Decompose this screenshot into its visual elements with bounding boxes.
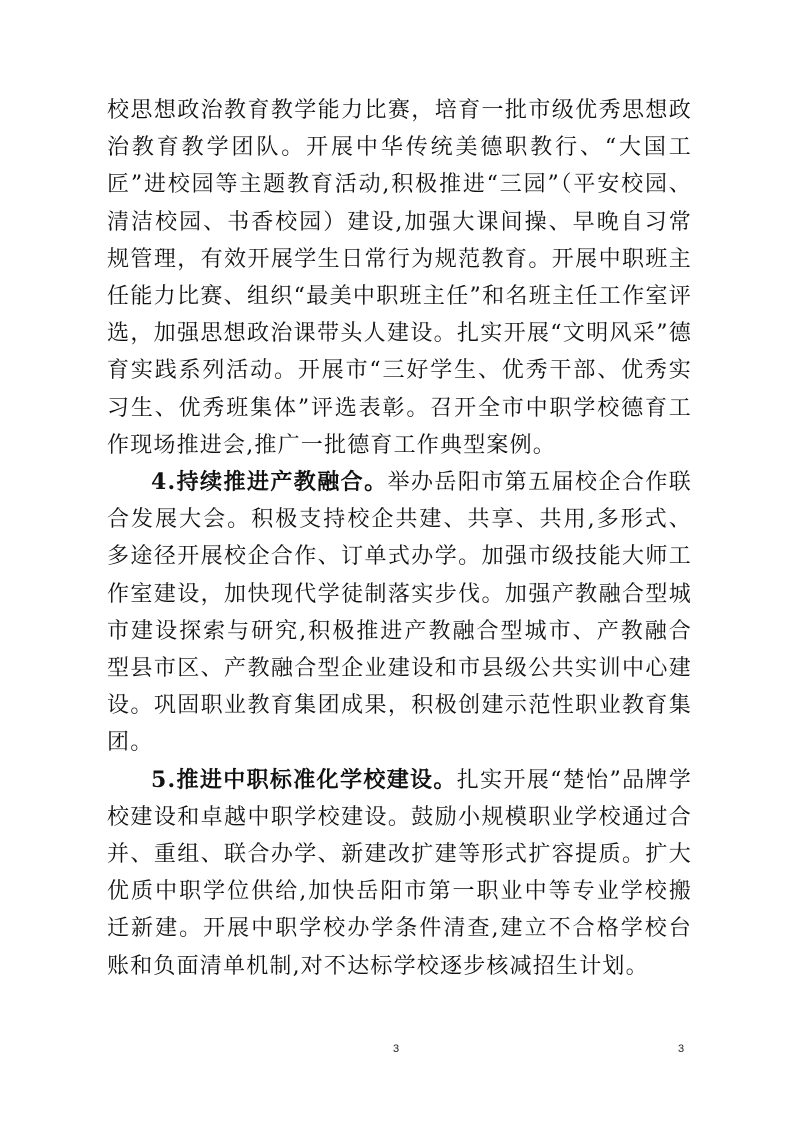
paragraph-industry-education-integration xyxy=(107,464,692,762)
paragraph-text: 举办岳阳市第五届校企合作联合发展大会。积极支持校企共建、共享、共用,多形式、多途径开展校企合作、订单式办学。加强市级技能大师工作室建设，加快现代学徒制落实步伐。加强产教融合型城市建设探索与研究,积极推进产教融合型城市、产教融合型县市区、产教融合型企业建设和市县级公共实训中心建设。巩固职业教育集团成果，积极创建示范性职业教育集团。 xyxy=(107,470,692,756)
body-text xyxy=(107,92,692,985)
paragraph-standardized-schools xyxy=(107,762,692,985)
paragraph-lead-heading: 5.推进中职标准化学校建设。 xyxy=(151,766,457,793)
page-number-center: 3 xyxy=(393,1043,400,1055)
paragraph-lead-heading: 4.持续推进产教融合。 xyxy=(151,469,388,496)
paragraph-moral-education xyxy=(107,92,692,464)
page-number-right: 3 xyxy=(678,1043,685,1055)
paragraph-text: 扎实开展“楚怡”品牌学校建设和卓越中职学校建设。鼓励小规模职业学校通过合并、重组、联合办学、新建改扩建等形式扩容提质。扩大优质中职学位供给,加快岳阳市第一职业中等专业学校搬迁新建。开展中职学校办学条件清查,建立不合格学校台账和负面清单机制,对不达标学校逐步核减招生计划。 xyxy=(107,767,692,979)
paragraph-text: 校思想政治教育教学能力比赛，培育一批市级优秀思想政治教育教学团队。开展中华传统美德职教行、“大国工匠”进校园等主题教育活动,积极推进“三园”（平安校园、清洁校园、书香校园）建设,加强大课间操、早晚自习常规管理，有效开展学生日常行为规范教育。开展中职班主任能力比赛、组织“最美中职班主任”和名班主任工作室评选，加强思想政治课带头人建设。扎实开展“文明风采”德育实践系列活动。开展市“三好学生、优秀干部、优秀实习生、优秀班集体”评选表彰。召开全市中职学校德育工作现场推进会,推广一批德育工作典型案例。 xyxy=(107,98,692,458)
